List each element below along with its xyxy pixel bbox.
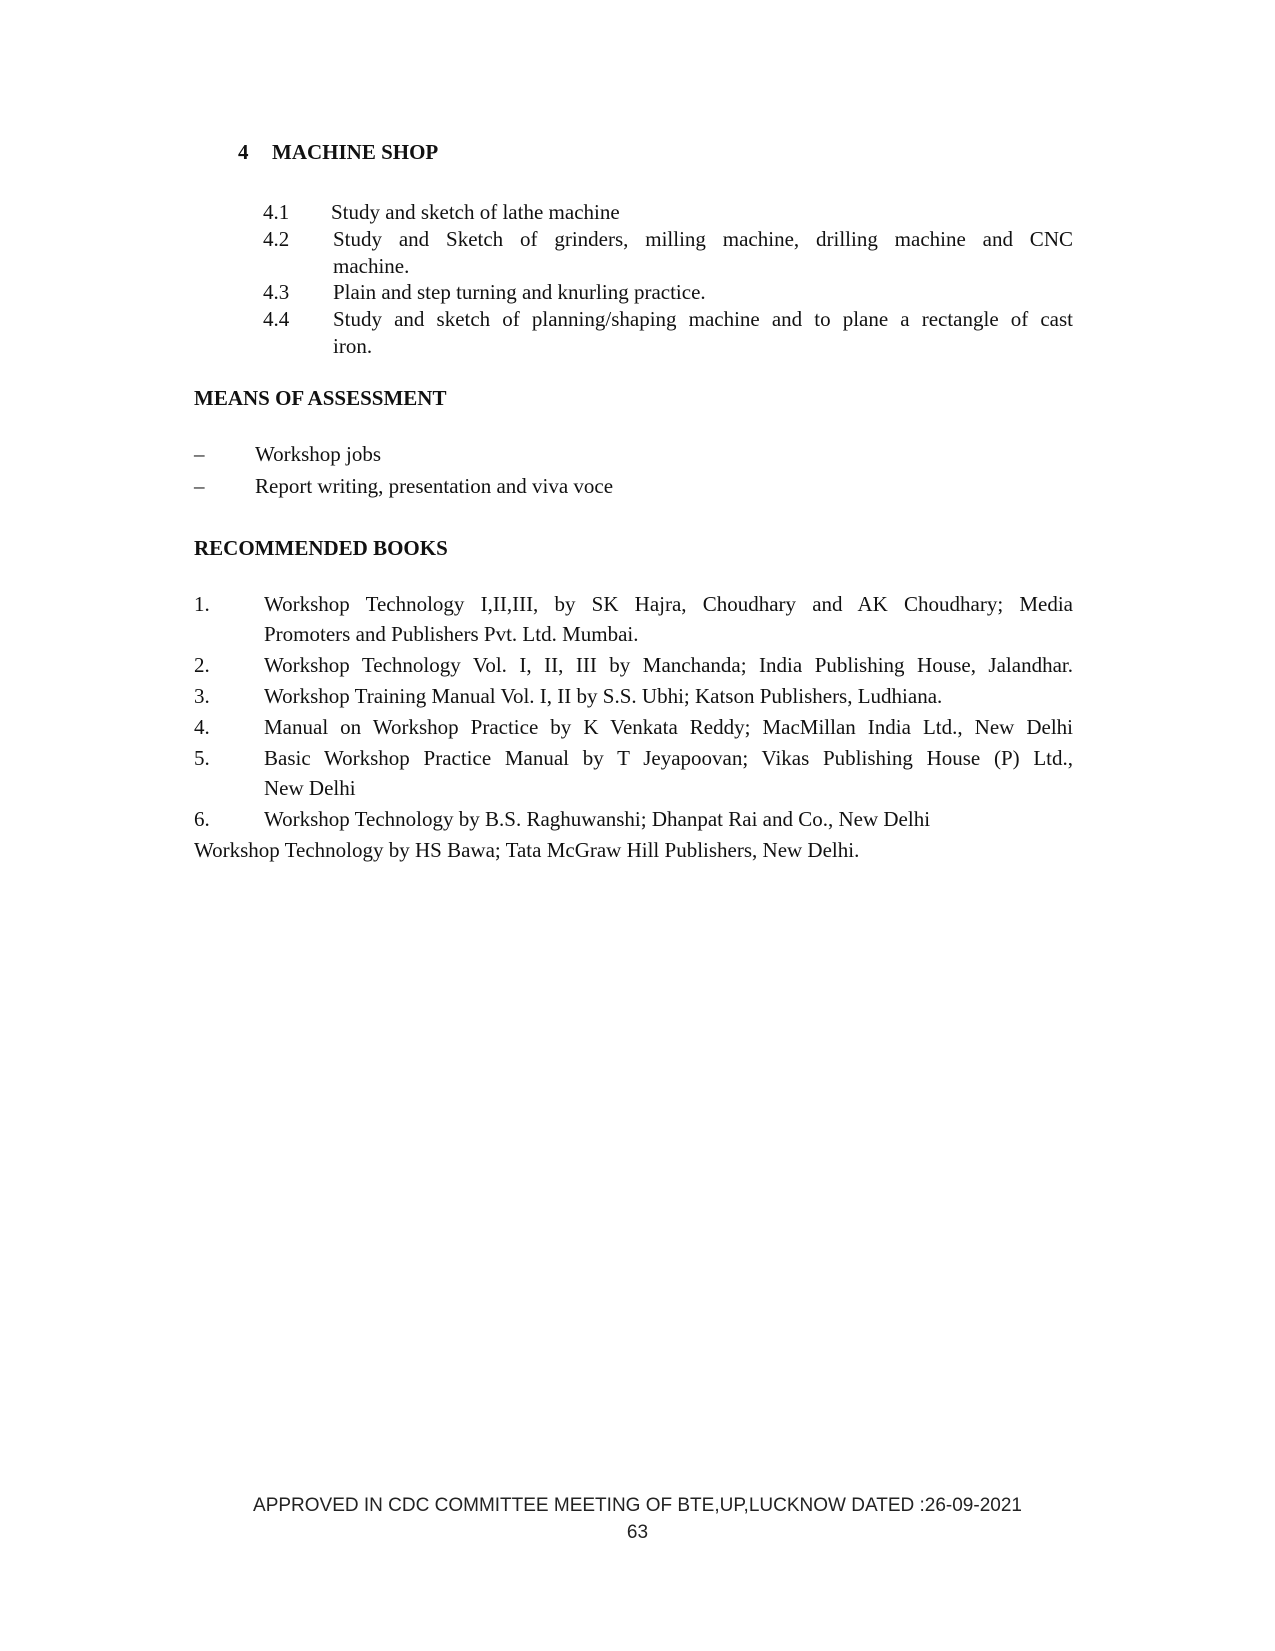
book-number: 3. <box>194 684 210 708</box>
item-text-continuation: iron. <box>333 334 373 358</box>
book-entry-continuation: New Delhi <box>264 776 356 800</box>
section-title: MACHINE SHOP <box>272 140 439 164</box>
item-number: 4.4 <box>263 307 290 331</box>
assessment-heading: MEANS OF ASSESSMENT <box>194 386 447 410</box>
book-entry: Workshop Technology by B.S. Raghuwanshi; Dhanpat Rai and Co., New Delhi <box>264 807 931 831</box>
books-heading: RECOMMENDED BOOKS <box>194 536 448 560</box>
item-number: 4.1 <box>263 200 290 224</box>
item-text: Study and sketch of planning/shaping machine and to plane a rectangle of cast <box>333 307 1073 331</box>
section-number: 4 <box>238 140 249 164</box>
approval-footer: APPROVED IN CDC COMMITTEE MEETING OF BTE,UP,LUCKNOW DATED :26-09-2021 <box>253 1495 1022 1516</box>
item-number: 4.3 <box>263 280 290 304</box>
book-entry-continuation: Promoters and Publishers Pvt. Ltd. Mumbai. <box>264 622 639 646</box>
book-number: 2. <box>194 653 210 677</box>
book-entry: Manual on Workshop Practice by K Venkata Reddy; MacMillan India Ltd., New Delhi <box>264 715 1073 739</box>
assessment-item: Workshop jobs <box>255 442 382 466</box>
assessment-item: Report writing, presentation and viva voce <box>255 474 614 498</box>
book-entry-unnumbered: Workshop Technology by HS Bawa; Tata McGraw Hill Publishers, New Delhi. <box>194 838 860 862</box>
book-entry: Basic Workshop Practice Manual by T Jeyapoovan; Vikas Publishing House (P) Ltd., <box>264 746 1073 770</box>
item-text: Study and Sketch of grinders, milling machine, drilling machine and CNC <box>333 227 1073 251</box>
book-entry: Workshop Training Manual Vol. I, II by S.S. Ubhi; Katson Publishers, Ludhiana. <box>264 684 943 708</box>
book-entry: Workshop Technology Vol. I, II, III by Manchanda; India Publishing House, Jalandhar. <box>264 653 1073 677</box>
book-number: 4. <box>194 715 210 739</box>
item-text: Plain and step turning and knurling practice. <box>333 280 706 304</box>
book-number: 5. <box>194 746 210 770</box>
item-text-continuation: machine. <box>333 254 410 278</box>
book-entry: Workshop Technology I,II,III, by SK Hajra, Choudhary and AK Choudhary; Media <box>264 592 1073 616</box>
item-number: 4.2 <box>263 227 290 251</box>
bullet-dash: – <box>194 442 205 466</box>
page-number: 63 <box>626 1522 649 1543</box>
bullet-dash: – <box>194 474 205 498</box>
item-text: Study and sketch of lathe machine <box>331 200 620 224</box>
book-number: 1. <box>194 592 210 616</box>
book-number: 6. <box>194 807 210 831</box>
